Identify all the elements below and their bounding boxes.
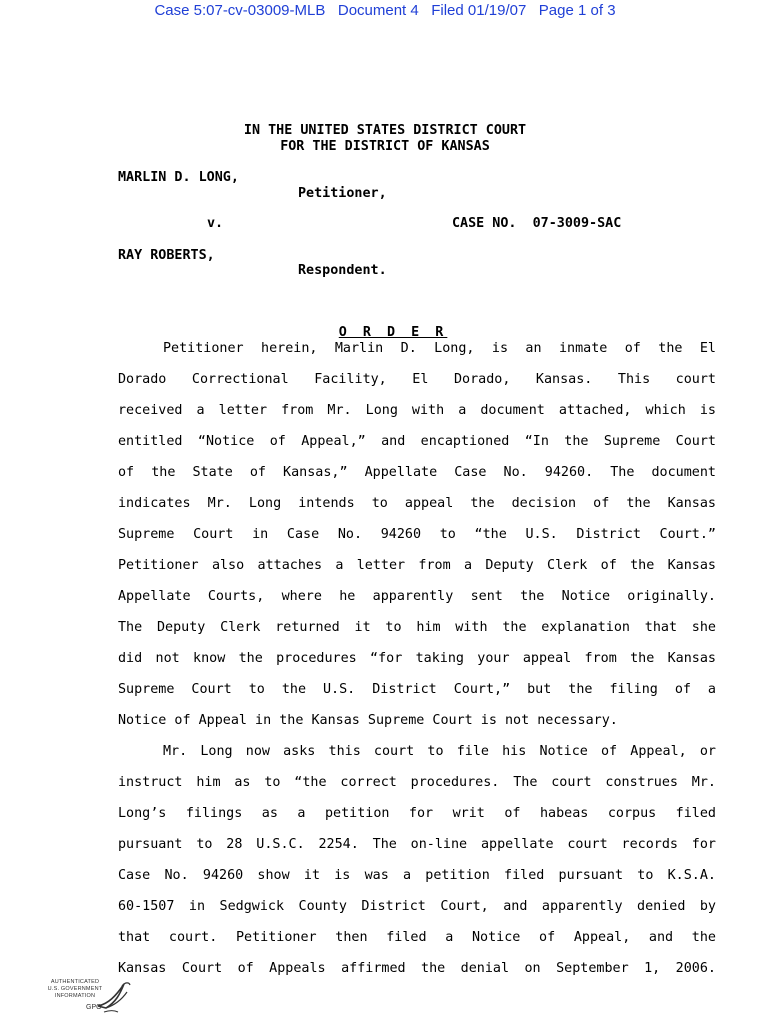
body-line-21: Kansas Court of Appeals affirmed the denial on September 1, 2006. xyxy=(118,961,716,976)
body-line-13: Notice of Appeal in the Kansas Supreme Court is not necessary. xyxy=(118,713,618,728)
seal-line-1: AUTHENTICATED xyxy=(50,979,100,985)
body-line-4: entitled “Notice of Appeal,” and encaptioned “In the Supreme Court xyxy=(118,434,716,449)
body-line-11: did not know the procedures “for taking your appeal from the Kansas xyxy=(118,651,716,666)
body-line-6: indicates Mr. Long intends to appeal the decision of the Kansas xyxy=(118,496,716,511)
body-line-17: pursuant to 28 U.S.C. 2254. The on-line appellate court records for xyxy=(118,837,716,852)
order-title xyxy=(0,309,770,341)
gpo-mark: GPO xyxy=(86,1004,102,1011)
body-line-9: Appellate Courts, where he apparently sent the Notice originally. xyxy=(118,589,716,604)
respondent-name: RAY ROBERTS, xyxy=(118,248,215,263)
body-line-12: Supreme Court to the U.S. District Court,” but the filing of a xyxy=(118,682,716,697)
body-line-16: Long’s filings as a petition for writ of habeas corpus filed xyxy=(118,806,716,821)
seal-line-3: INFORMATION xyxy=(54,993,96,999)
body-line-1: Petitioner herein, Marlin D. Long, is an inmate of the El xyxy=(163,341,716,356)
court-name-line2: FOR THE DISTRICT OF KANSAS xyxy=(280,139,490,154)
order-title-text: O R D E R xyxy=(338,325,448,340)
versus-label: v. xyxy=(207,216,224,231)
body-line-18: Case No. 94260 show it is was a petition filed pursuant to K.S.A. xyxy=(118,868,716,883)
court-name-line1: IN THE UNITED STATES DISTRICT COURT xyxy=(243,123,527,138)
body-line-10: The Deputy Clerk returned it to him with the explanation that she xyxy=(118,620,716,635)
body-line-2: Dorado Correctional Facility, El Dorado, Kansas. This court xyxy=(118,372,716,387)
body-line-15: instruct him as to “the correct procedures. The court construes Mr. xyxy=(118,775,716,790)
case-number: CASE NO. 07-3009-SAC xyxy=(452,216,622,231)
body-line-5: of the State of Kansas,” Appellate Case No. 94260. The document xyxy=(118,465,716,480)
gpo-authentication-seal xyxy=(44,976,130,1016)
petitioner-name: MARLIN D. LONG, xyxy=(118,170,239,185)
body-line-19: 60-1507 in Sedgwick County District Court, and apparently denied by xyxy=(118,899,716,914)
filing-stamp: Case 5:07-cv-03009-MLB Document 4 Filed 01/19/07 Page 1 of 3 xyxy=(154,2,616,19)
body-line-3: received a letter from Mr. Long with a document attached, which is xyxy=(118,403,716,418)
respondent-role: Respondent. xyxy=(298,263,387,278)
petitioner-role: Petitioner, xyxy=(298,186,387,201)
body-line-7: Supreme Court in Case No. 94260 to “the U.S. District Court.” xyxy=(118,527,716,542)
body-line-14: Mr. Long now asks this court to file his Notice of Appeal, or xyxy=(163,744,716,759)
seal-line-2: U.S. GOVERNMENT xyxy=(47,986,103,992)
body-line-8: Petitioner also attaches a letter from a Deputy Clerk of the Kansas xyxy=(118,558,716,573)
body-line-20: that court. Petitioner then filed a Notice of Appeal, and the xyxy=(118,930,716,945)
